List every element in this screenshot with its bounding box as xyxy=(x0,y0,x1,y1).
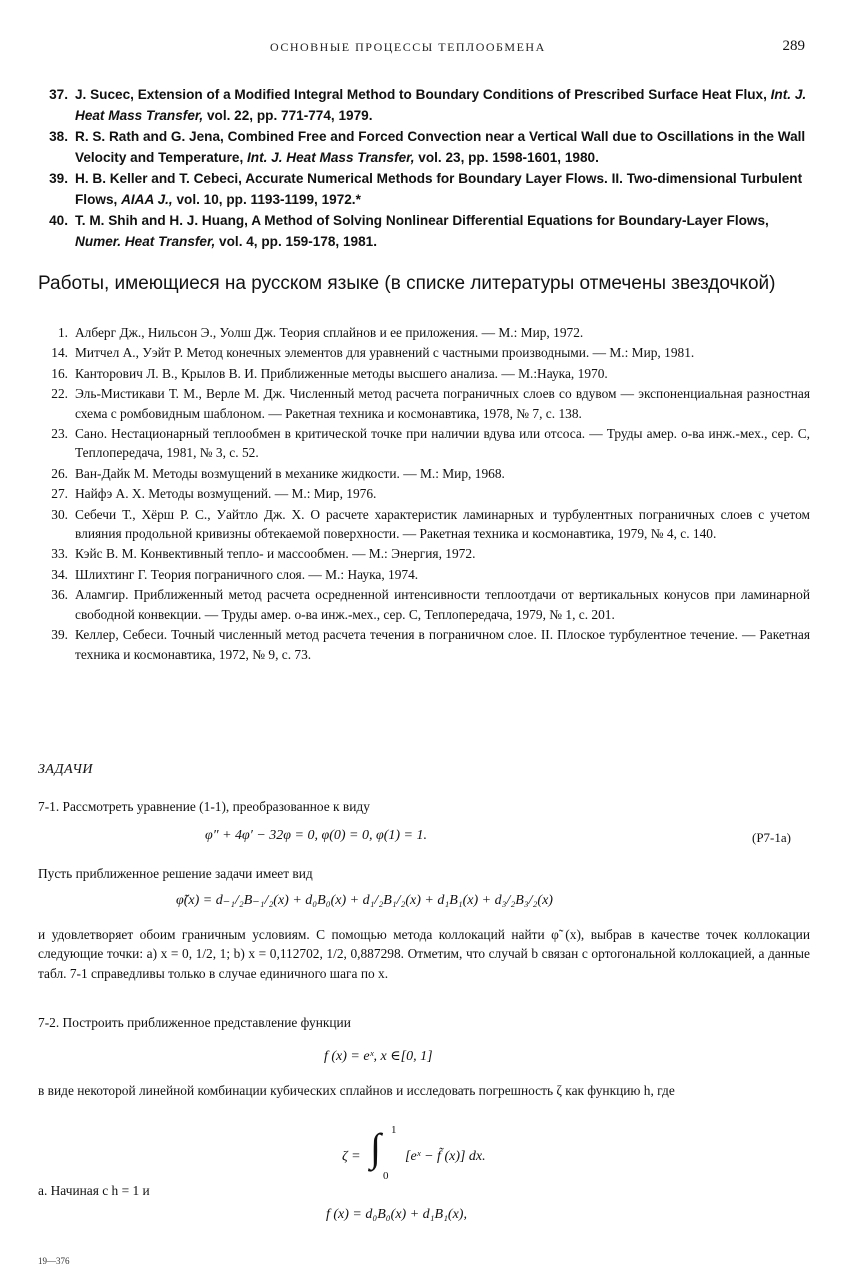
russian-reference-item xyxy=(38,625,810,664)
russian-reference-item xyxy=(38,544,810,563)
reference-text: Эль-Мистикави Т. М., Верле М. Дж. Численный метод расчета пограничных слоев со вдувом — экспоненциальная разностная схема с ромбовидным шаблоном. — Ракетная техника и космонавтика, 1978, № 7, с. 138. xyxy=(75,386,810,421)
reference-text: Себечи Т., Хёрш Р. С., Уайтло Дж. Х. О расчете характеристик ламинарных и турбулентных пограничных слоев с учетом влияния продольной кривизны обтекаемой поверхности. — Ракетная техника и космонавтика, 1979, № 4, с. 140. xyxy=(75,506,810,542)
problem-7-1-text: Пусть приближенное решение задачи имеет вид xyxy=(38,866,313,881)
russian-reference-item xyxy=(38,343,810,362)
page-number: 289 xyxy=(782,38,805,54)
reference-details: vol. 22, pp. 771-774, 1979. xyxy=(203,108,373,123)
printer-signature: 19—376 xyxy=(38,1256,70,1266)
reference-number: 37. xyxy=(49,87,68,102)
reference-number: 23. xyxy=(51,426,68,442)
reference-text: Найфэ А. Х. Методы возмущений. — М.: Мир, 1976. xyxy=(75,486,377,502)
equation-p7-1a: φ″ + 4φ′ − 32φ = 0, φ(0) = 0, φ(1) = 1. xyxy=(205,828,428,843)
reference-number: 39. xyxy=(51,627,68,643)
problem-7-2-part-a: a. Начиная с h = 1 и xyxy=(38,1183,150,1198)
russian-reference-item xyxy=(38,364,810,383)
equation-function: f (x) = eˣ, x ∈[0, 1] xyxy=(324,1049,433,1064)
russian-reference-item xyxy=(38,505,810,544)
reference-journal: Int. J. Heat Mass Transfer, xyxy=(247,150,415,165)
reference-text: Ван-Дайк М. Методы возмущений в механике жидкости. — М.: Мир, 1968. xyxy=(75,465,505,481)
running-title: ОСНОВНЫЕ ПРОЦЕССЫ ТЕПЛООБМЕНА xyxy=(270,40,546,54)
running-head xyxy=(0,40,845,60)
reference-text: T. M. Shih and H. J. Huang, A Method of Solving Nonlinear Differential Equations for Boundary-Layer Flows, xyxy=(75,213,769,228)
russian-references xyxy=(38,323,810,665)
reference-number: 22. xyxy=(51,386,68,402)
russian-reference-item xyxy=(38,565,810,584)
russian-reference-item xyxy=(38,384,810,423)
reference-number: 40. xyxy=(49,213,68,228)
problem-7-1-intro: 7-1. Рассмотреть уравнение (1-1), преобразованное к виду xyxy=(38,799,370,814)
reference-number: 34. xyxy=(51,566,68,582)
reference-number: 30. xyxy=(51,506,68,522)
section-title: ЗАДАЧИ xyxy=(38,762,94,777)
russian-reference-item xyxy=(38,484,810,503)
reference-text: Кэйс В. М. Конвективный тепло- и массообмен. — М.: Энергия, 1972. xyxy=(75,546,476,562)
reference-text: Сано. Нестационарный теплообмен в критической точке при наличии вдува или отсоса. — Труды амер. о-ва инж.-мех., сер. С, Теплопередача, 1981, № 3, с. 52. xyxy=(75,426,810,461)
reference-number: 27. xyxy=(51,486,68,502)
reference-details: vol. 10, pp. 1193-1199, 1972.* xyxy=(172,192,361,207)
reference-text: Шлихтинг Г. Теория пограничного слоя. — М.: Наука, 1974. xyxy=(75,566,419,582)
reference-item xyxy=(38,126,810,168)
reference-text: J. Sucec, Extension of a Modified Integral Method to Boundary Conditions of Prescribed Surface Heat Flux, xyxy=(75,87,771,102)
reference-details: vol. 23, pp. 1598-1601, 1980. xyxy=(414,150,599,165)
russian-references-heading: Работы, имеющиеся на русском языке (в списке литературы отмечены звездочкой) xyxy=(38,273,776,294)
reference-text: H. B. Keller and T. Cebeci, Accurate Numerical Methods for Boundary Layer Flows. II. Two-dimensional Turbulent Flows, xyxy=(75,171,803,207)
russian-reference-item xyxy=(38,585,810,624)
reference-text: Алберг Дж., Нильсон Э., Уолш Дж. Теория сплайнов и ее приложения. — М.: Мир, 1972. xyxy=(75,325,584,340)
russian-reference-item xyxy=(38,424,810,463)
reference-item xyxy=(38,168,810,210)
reference-details: vol. 4, pp. 159-178, 1981. xyxy=(215,234,377,249)
reference-number: 26. xyxy=(51,465,68,481)
reference-number: 33. xyxy=(51,546,68,562)
equation-approx-solution: φ̃(x) = d₋₁/₂B₋₁/₂(x) + d₀B₀(x) + d₁/₂B₁/₂(x) + d₁B₁(x) + d₃/₂B₃/₂(x) xyxy=(176,893,553,908)
equation-error-integrand: [eˣ − f̃ (x)] dx. xyxy=(405,1149,486,1164)
reference-text: Аламгир. Приближенный метод расчета осредненной интенсивности теплоотдачи от вертикальных конусов при ламинарной свободной конвекции. — Труды амер. о-ва инж.-мех., сер. С, Теплопередача, 1979, № 1, с. 201. xyxy=(75,587,810,622)
problem-7-2-text: в виде некоторой линейной комбинации кубических сплайнов и исследовать погрешность ζ как функцию h, где xyxy=(38,1083,675,1098)
reference-text: Канторович Л. В., Крылов В. И. Приближенные методы высшего анализа. — М.:Наука, 1970. xyxy=(75,365,608,381)
problem-7-2-intro: 7-2. Построить приближенное представление функции xyxy=(38,1015,351,1030)
reference-number: 36. xyxy=(51,587,68,603)
reference-journal: Int. J. Heat Mass Transfer, xyxy=(75,87,807,123)
reference-number: 38. xyxy=(49,129,68,144)
reference-journal: Numer. Heat Transfer, xyxy=(75,234,216,249)
reference-number: 14. xyxy=(51,345,68,361)
russian-reference-item xyxy=(38,323,810,342)
russian-reference-item xyxy=(38,464,810,483)
reference-text: Митчел А., Уэйт Р. Метод конечных элементов для уравнений с частными производными. — М.: Мир, 1981. xyxy=(75,345,695,361)
reference-number: 16. xyxy=(51,365,68,381)
english-references xyxy=(38,84,810,252)
integral-sign: ∫ xyxy=(370,1125,381,1170)
reference-text: R. S. Rath and G. Jena, Combined Free and Forced Convection near a Vertical Wall due to Oscillations in the Wall Velocity and Temperature, xyxy=(75,129,806,165)
reference-number: 1. xyxy=(57,325,68,340)
reference-item xyxy=(38,210,810,252)
reference-text: Келлер, Себеси. Точный численный метод расчета течения в пограничном слое. II. Плоское турбулентное течение. — Ракетная техника и космонавтика, 1972, № 9, с. 73. xyxy=(75,627,810,662)
equation-label: (P7-1a) xyxy=(752,830,791,845)
equation-error-lhs: ζ = xyxy=(342,1149,361,1164)
equation-spline-combination: f (x) = d₀B₀(x) + d₁B₁(x), xyxy=(326,1207,467,1222)
problem-7-1-conditions: и удовлетворяет обоим граничным условиям. С помощью метода коллокаций найти φ̃ (x), выбрав в качестве точек коллокации следующие точки: a) x = 0, 1/2, 1; b) x = 0,112702, 1/2, 0,887298. Отметим, что случай b связан с ортогональной коллокацией, а данные табл. 7-1 справедливы только в случае единичного шага по x. xyxy=(38,927,810,981)
reference-number: 39. xyxy=(49,171,68,186)
integral-lower-limit: 0 xyxy=(383,1170,389,1182)
integral-upper-limit: 1 xyxy=(391,1124,397,1136)
reference-item xyxy=(38,84,810,126)
reference-journal: AIAA J., xyxy=(121,192,173,207)
